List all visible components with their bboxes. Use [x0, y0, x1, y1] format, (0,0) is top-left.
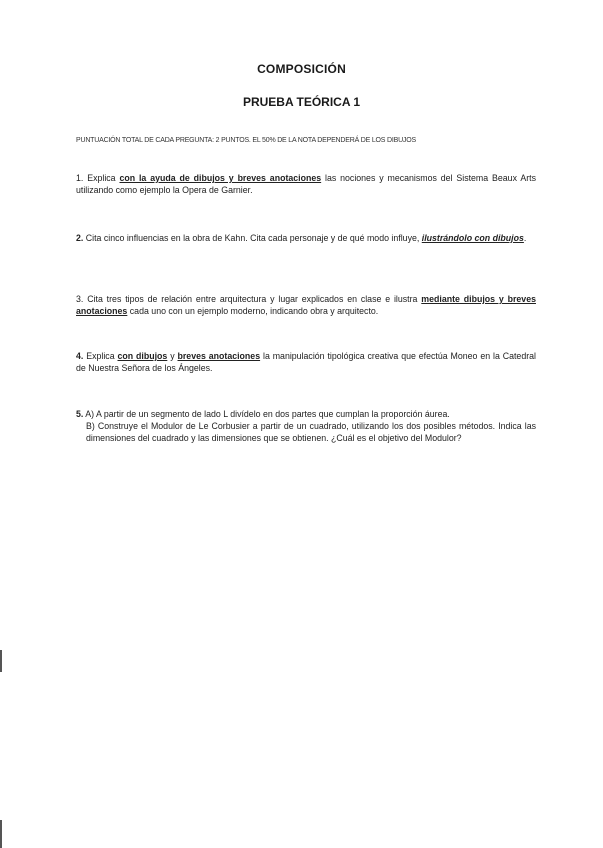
question-5-part-a [76, 408, 536, 420]
question-number: 2. [76, 233, 84, 243]
question-emphasis: ilustrándolo con dibujos [421, 233, 524, 243]
question-text: Explica [83, 173, 120, 183]
question-number: 1. [76, 173, 84, 183]
question-emphasis: breves anotaciones [177, 351, 261, 361]
question-text: Explica [83, 351, 118, 361]
question-text: la manipulación tipológica creativa que efectúa Moneo en la Catedral de Nuestra Señora de los Ángeles. [76, 351, 536, 373]
question-text: y [167, 351, 178, 361]
question-text: Cita tres tipos de relación entre arquitectura y lugar explicados en clase e ilustra [83, 294, 422, 304]
page-title: COMPOSICIÓN [257, 62, 346, 76]
question-3 [76, 293, 536, 317]
question-text: A) A partir de un segmento de lado L divídelo en dos partes que cumplan la proporción áurea. [83, 409, 450, 419]
question-emphasis: con dibujos [117, 351, 168, 361]
scan-edge-mark [0, 650, 2, 672]
question-4 [76, 350, 536, 374]
question-text: . [523, 233, 527, 243]
question-number: 5. [76, 409, 84, 419]
scoring-note: PUNTUACIÓN TOTAL DE CADA PREGUNTA: 2 PUNTOS. EL 50% DE LA NOTA DEPENDERÁ DE LOS DIBUJOS [76, 137, 416, 144]
question-5 [76, 408, 536, 444]
question-2 [76, 232, 536, 244]
question-emphasis: con la ayuda de dibujos y breves anotaciones [119, 173, 322, 183]
question-emphasis: mediante dibujos y breves anotaciones [76, 294, 536, 316]
question-number: 4. [76, 351, 84, 361]
question-5-part-b: B) Construye el Modulor de Le Corbusier a partir de un cuadrado, utilizando los dos posibles métodos. Indica las dimensiones del cuadrado y las dimensiones que se obtienen. ¿Cuál es el objetivo del Modulor? [86, 421, 536, 443]
scan-edge-mark [0, 820, 2, 848]
question-1 [76, 172, 536, 196]
question-text: Cita cinco influencias en la obra de Kahn. Cita cada personaje y de qué modo influye, [83, 233, 422, 243]
page-subtitle: PRUEBA TEÓRICA 1 [242, 95, 361, 109]
question-number: 3. [76, 294, 84, 304]
question-text: las nociones y mecanismos del Sistema Beaux Arts utilizando como ejemplo la Opera de Garnier. [76, 173, 537, 195]
question-text: cada uno con un ejemplo moderno, indicando obra y arquitecto. [127, 306, 379, 316]
